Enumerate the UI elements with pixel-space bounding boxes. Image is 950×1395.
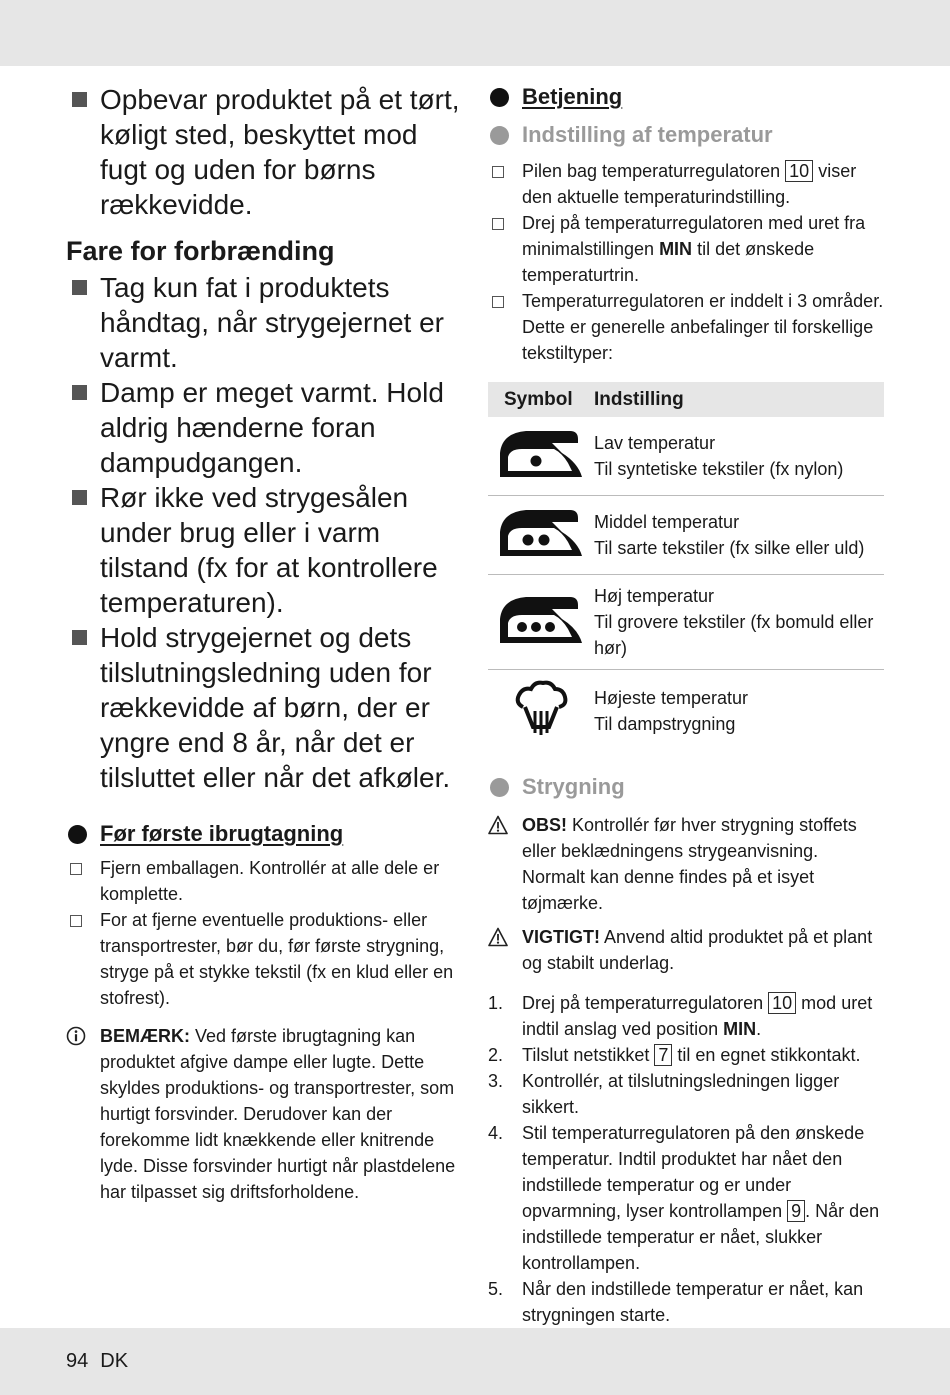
storage-bullet: Opbevar produktet på et tørt, køligt sted, beskyttet mod fugt og uden for børns rækkevidde. [66,82,461,222]
burn-bullet-4: Hold strygejernet og dets tilslutningsledning uden for rækkevidde af børn, der er yngre end 8 år, når det er tilsluttet eller når det afkøler. [66,620,461,795]
ref-number: 10 [768,992,796,1014]
row-line-2: Til dampstrygning [594,714,736,734]
ironing-heading: Strygning [488,772,884,802]
step-item: 5. Når den indstillede temperatur er nået, kan strygningen starte. [488,1279,864,1325]
row-line-1: Høj temperatur [594,586,715,606]
burn-bullet-3: Rør ikke ved strygesålen under brug eller i varm tilstand (fx for at kontrollere temperaturen). [66,480,461,620]
operation-heading: Betjening [488,82,884,112]
burn-bullet-2: Damp er meget varmt. Hold aldrig hænderne foran dampudgangen. [66,375,461,480]
right-column [488,82,884,1328]
note-block [66,1023,461,1205]
top-band [0,0,950,66]
step-item: 2. Tilslut netstikket 7 til en egnet stikkontakt. [488,1045,861,1065]
ref-number: 7 [654,1044,672,1066]
row-line-1: Middel temperatur [594,512,740,532]
iron-two-dots-icon [496,502,586,562]
temperature-heading: Indstilling af temperatur [488,120,884,150]
row-line-2: Til syntetiske tekstiler (fx nylon) [594,459,844,479]
ref-number: 10 [785,160,813,182]
row-line-1: Højeste temperatur [594,688,749,708]
obs-label: OBS! [522,815,567,835]
row-line-2: Til sarte tekstiler (fx silke eller uld) [594,538,865,558]
setting-column-header: Indstilling [594,382,884,417]
table-row [488,575,884,670]
left-column [66,82,461,1205]
row-line-2: Til grovere tekstiler (fx bomuld eller hør) [594,612,874,658]
symbol-table [488,382,884,752]
iron-one-dot-icon [496,423,586,483]
note-label: BEMÆRK: [100,1026,190,1046]
burn-heading: Fare for forbrænding [66,236,335,266]
table-row [488,496,884,575]
page-number: 94 [66,1350,89,1372]
language-code: DK [100,1350,129,1372]
steam-icon [511,677,571,739]
temp-item-3: Temperaturregulatoren er inddelt i 3 områder. Dette er generelle anbefalinger til forskellige tekstiltyper: [488,288,884,366]
step-item: 4. Stil temperaturregulatoren på den ønskede temperatur. Indtil produktet har nået den indstillede temperatur og er under opvarmning, lyser kontrollampen 9 . Når den indstillede temperatur er nået, slukker kontrollampen. [488,1123,880,1273]
important-label: VIGTIGT! [522,927,600,947]
steps-list [488,990,884,1328]
warning-icon [488,815,508,835]
info-icon [66,1026,86,1046]
important-block [488,924,884,976]
temp-item-1: Pilen bag temperaturregulatoren 10 viser den aktuelle temperaturindstilling. [488,158,884,210]
ref-number: 9 [787,1200,805,1222]
iron-three-dots-icon [496,589,586,649]
obs-block [488,812,884,916]
note-text: Ved første ibrugtagning kan produktet afgive dampe eller lugte. Dette skyldes produktions- og transportrester, som hurtigt forsvinder. Derudover kan der forekomme lidt knækkende eller knitrende lyde. Disse forsvinder hurtigt når plastdelene har tilpasset sig driftsforholdene. [100,1026,456,1202]
burn-bullet-1: Tag kun fat i produktets håndtag, når strygejernet er varmt. [66,270,461,375]
table-row [488,670,884,753]
step-item: 1. Drej på temperaturregulatoren 10 mod uret indtil anslag ved position MIN. [488,993,873,1039]
table-header [488,382,884,417]
page-footer [66,1350,140,1373]
first-use-item-2: For at fjerne eventuelle produktions- eller transportrester, bør du, før første strygning, stryge på et stykke tekstil (fx en klud eller en stofrest). [66,907,461,1011]
table-row [488,417,884,496]
first-use-heading: Før første ibrugtagning [66,819,461,849]
temp-item-2: Drej på temperaturregulatoren med uret fra minimalstillingen MIN til det ønskede temperaturtrin. [488,210,884,288]
important-text: Anvend altid produktet på et plant og stabilt underlag. [522,927,873,973]
warning-icon [488,927,508,947]
first-use-item-1: Fjern emballagen. Kontrollér at alle dele er komplette. [66,855,461,907]
row-line-1: Lav temperatur [594,433,716,453]
bottom-band [0,1328,950,1395]
symbol-column-header: Symbol [488,382,594,417]
obs-text: Kontrollér før hver strygning stoffets eller beklædningens strygeanvisning. Normalt kan denne findes på et isyet tøjmærke. [522,815,857,913]
step-item: 3. Kontrollér, at tilslutningsledningen ligger sikkert. [488,1071,840,1117]
